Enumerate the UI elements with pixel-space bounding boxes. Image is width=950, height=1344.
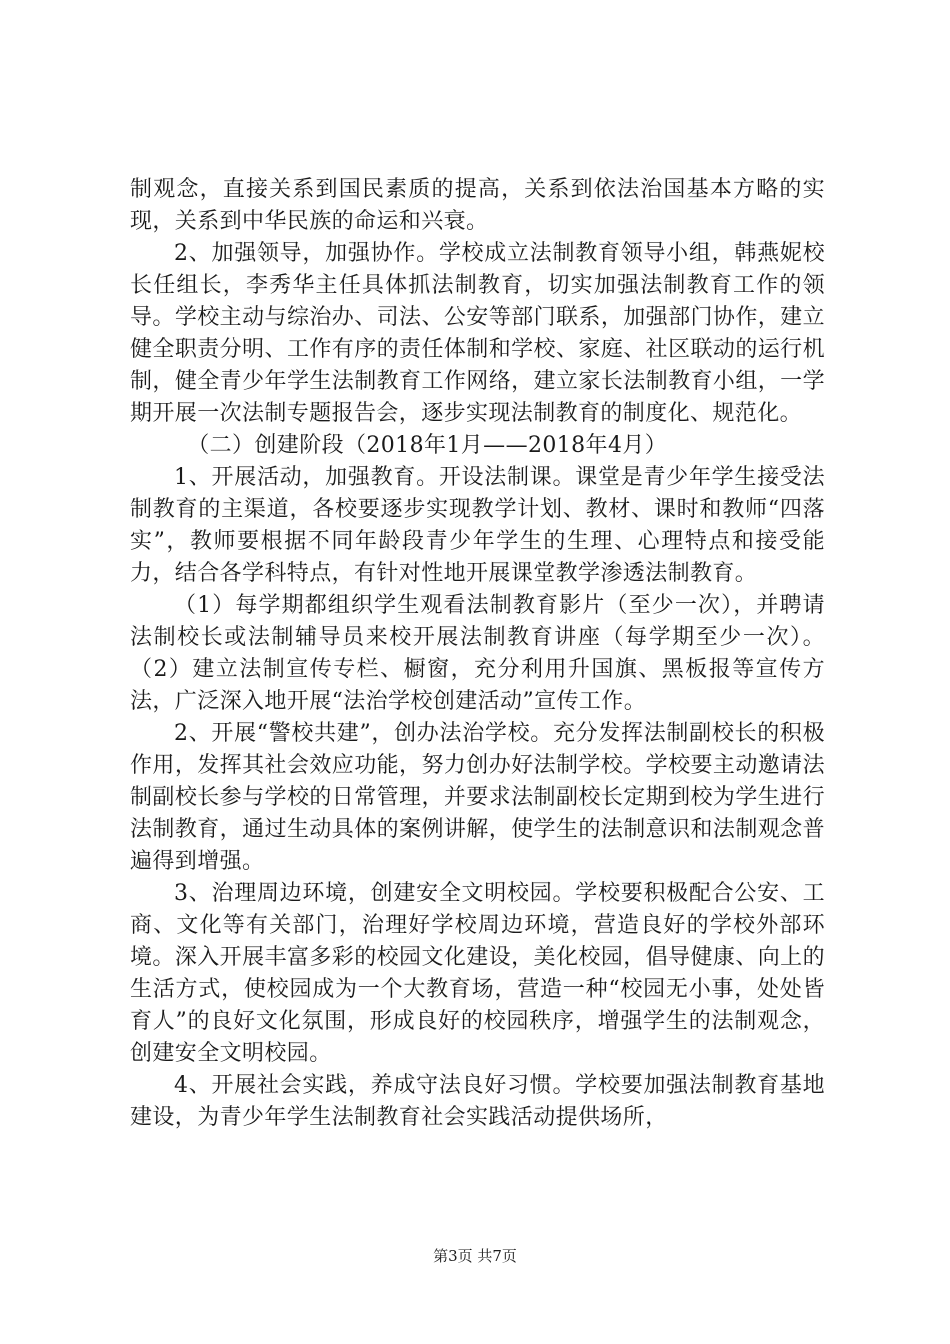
section-heading-creation-stage: （二）创建阶段（2018年1月——2018年4月） [187, 433, 668, 458]
paragraph-films-and-lectures: （1）每学期都组织学生观看法制教育影片（至少一次），并聘请法制校长或法制辅导员来校开展法制教育讲座（每学期至少一次）。（2）建立法制宣传专栏、橱窗，充分利用升国旗、黑板报等宣传方法，广泛深入地开展“法治学校创建活动”宣传工作。 [130, 593, 825, 714]
document-body [130, 174, 825, 1134]
paragraph-social-practice: 4、开展社会实践，养成守法良好习惯。学校要加强法制教育基地建设，为青少年学生法制教育社会实践活动提供场所， [130, 1073, 825, 1130]
paragraph-environment: 3、治理周边环境，创建安全文明校园。学校要积极配合公安、工商、文化等有关部门，治理好学校周边环境，营造良好的学校外部环境。深入开展丰富多彩的校园文化建设，美化校园，倡导健康、向上的生活方式，使校园成为一个大教育场，营造一种“校园无小事，处处皆育人”的良好文化氛围，形成良好的校园秩序，增强学生的法制观念，创建安全文明校园。 [130, 881, 825, 1066]
paragraph-continuation: 制观念，直接关系到国民素质的提高，关系到依法治国基本方略的实现，关系到中华民族的命运和兴衰。 [130, 177, 825, 234]
paragraph-leadership: 2、加强领导，加强协作。学校成立法制教育领导小组，韩燕妮校长任组长，李秀华主任具体抓法制教育，切实加强法制教育工作的领导。学校主动与综治办、司法、公安等部门联系，加强部门协作，建立健全职责分明、工作有序的责任体制和学校、家庭、社区联动的运行机制，健全青少年学生法制教育工作网络，建立家长法制教育小组，一学期开展一次法制专题报告会，逐步实现法制教育的制度化、规范化。 [130, 241, 825, 426]
page-footer: 第3页 共7页 [433, 1247, 517, 1265]
paragraph-activities: 1、开展活动，加强教育。开设法制课。课堂是青少年学生接受法制教育的主渠道，各校要逐步实现教学计划、教材、课时和教师“四落实”，教师要根据不同年龄段青少年学生的生理、心理特点和接受能力，结合各学科特点，有针对性地开展课堂教学渗透法制教育。 [130, 465, 825, 586]
paragraph-police-school: 2、开展“警校共建”，创办法治学校。充分发挥法制副校长的积极作用，发挥其社会效应功能，努力创办好法制学校。学校要主动邀请法制副校长参与学校的日常管理，并要求法制副校长定期到校为学生进行法制教育，通过生动具体的案例讲解，使学生的法制意识和法制观念普遍得到增强。 [130, 721, 825, 874]
